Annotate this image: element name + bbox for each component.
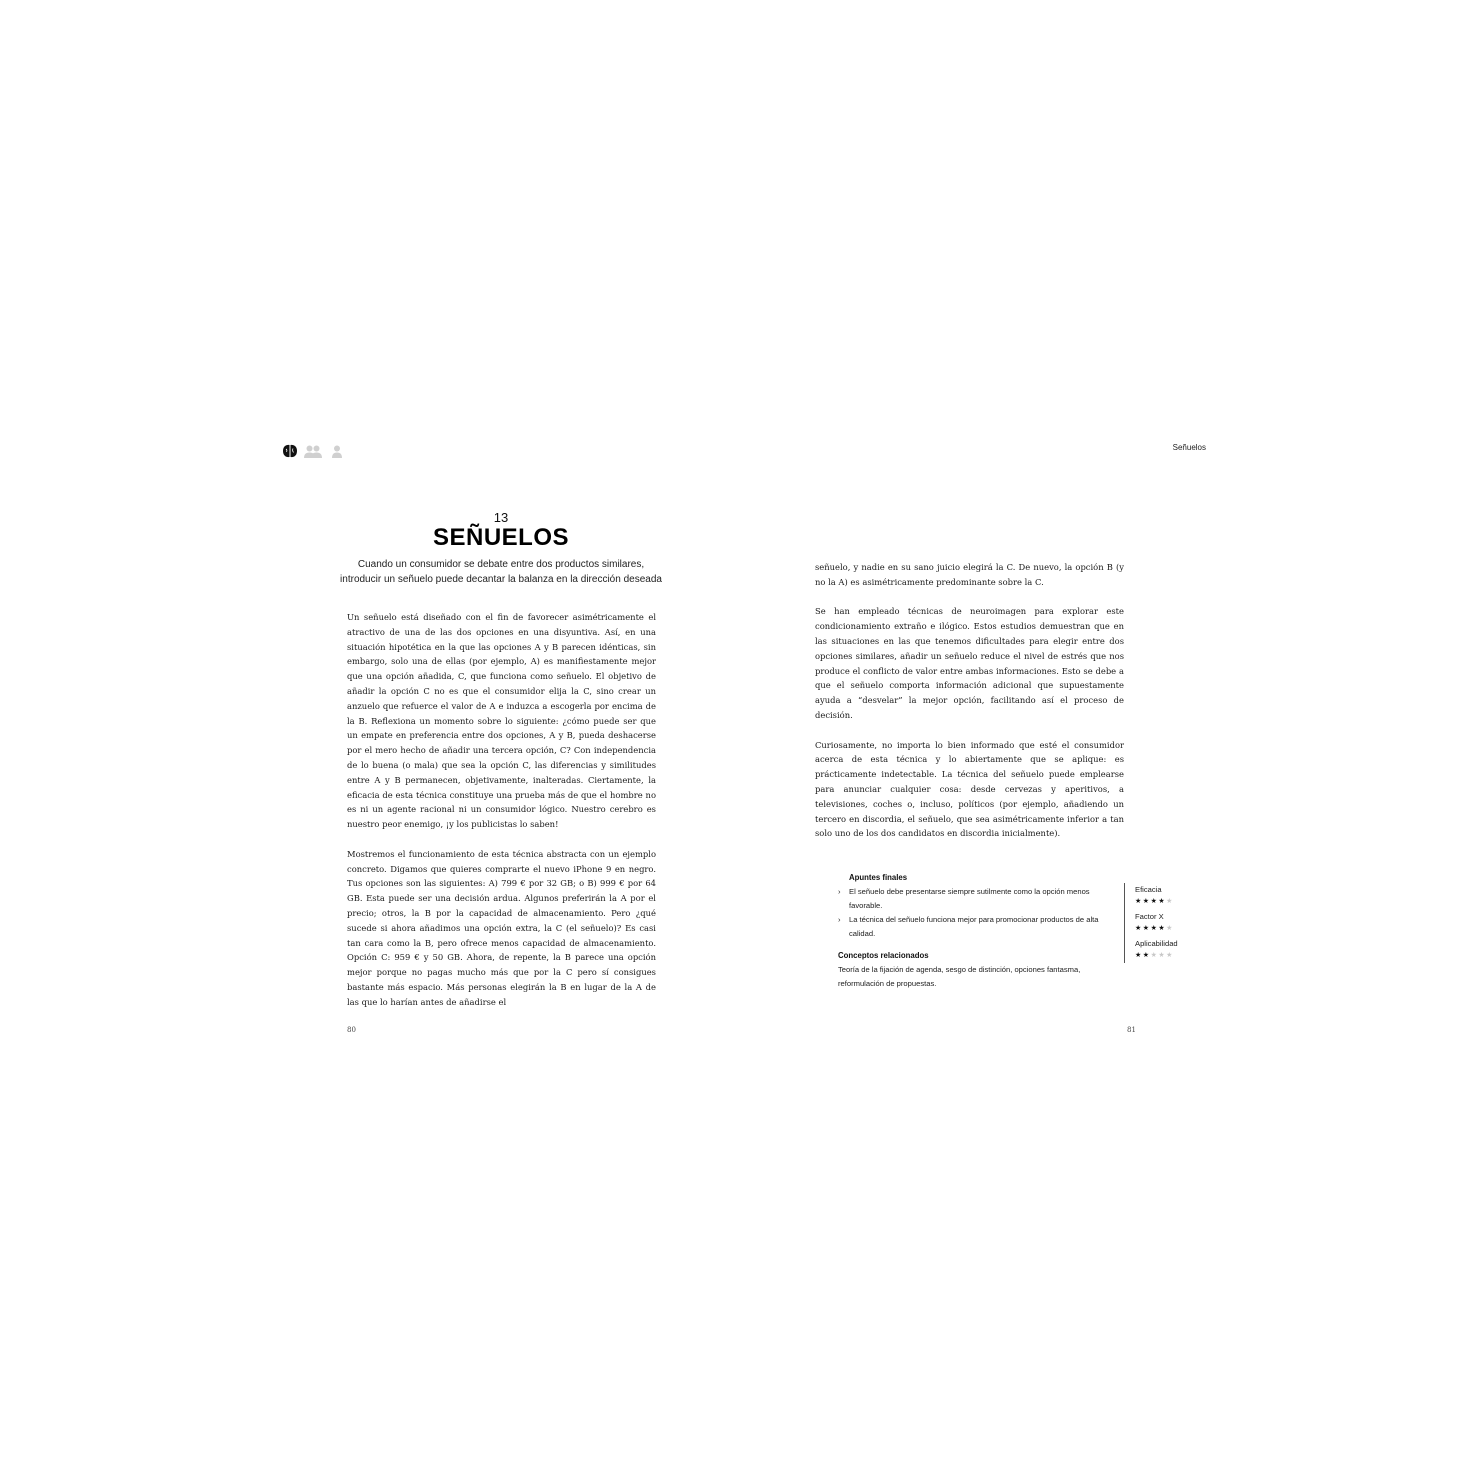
chapter-subtitle-line: Cuando un consumidor se debate entre dos productos similares,	[357, 559, 645, 570]
star-filled-icon: ★	[1135, 925, 1143, 932]
star-empty-icon: ★	[1166, 925, 1174, 932]
page-number-right: 81	[1127, 1026, 1136, 1034]
star-filled-icon: ★	[1142, 925, 1151, 932]
two-people-icon	[304, 445, 322, 458]
ratings-panel	[1124, 883, 1215, 963]
body-paragraph: Se han empleado técnicas de neuroimagen para explorar este condicionamiento extraño e ilógico. Estos estudios demuestran que en las situaciones en las que tenemos dificultades para elegir entre dos opciones similares, añadir un señuelo reduce el nivel de estrés que nos produce el conflicto de valor entre ambas informaciones. Esto se debe a que el señuelo comporta información adicional que supuestamente ayuda a “desvelar” la mejor opción, facilitando así el proceso de decisión.	[815, 606, 1124, 720]
body-paragraph: Curiosamente, no importa lo bien informado que esté el consumidor acerca de esta técnica y lo abiertamente que se aplique: es prácticamente indetectable. La técnica del señuelo puede emplearse para anunciar cualquier cosa: desde cervezas y aperitivos, a televisiones, coches o, incluso, políticos (por ejemplo, añadiendo un tercero en discordia, el señuelo, que sea asimétricamente inferior a tan solo uno de los dos candidatos en discordia inicialmente).	[815, 739, 1124, 839]
star-filled-icon: ★	[1135, 952, 1143, 959]
rating-applicability	[1135, 937, 1215, 962]
star-empty-icon: ★	[1158, 952, 1167, 959]
rating-factor-x	[1135, 910, 1215, 935]
star-filled-icon: ★	[1150, 898, 1159, 905]
chapter-subtitle-line: introducir un señuelo puede decantar la balanza en la dirección deseada	[340, 574, 662, 585]
star-rating	[1135, 896, 1215, 908]
person-icon	[332, 445, 342, 458]
star-empty-icon: ★	[1166, 898, 1174, 905]
chapter-number: 13	[493, 510, 509, 525]
final-notes-title: Apuntes finales	[849, 873, 908, 882]
chevron-right-icon: ›	[838, 887, 841, 896]
body-paragraph: Un señuelo está diseñado con el fin de favorecer asimétricamente el atractivo de una de las dos opciones en una disyuntiva. Así, en una situación hipotética en la que las opciones A y B parecen idénticas, sin embargo, solo una de ellas (por ejemplo, A) es manifiestamente mejor que una opción añadida, C, que funciona como señuelo. El objetivo de añadir la opción C no es que el consumidor elija la C, sino crear un anzuelo que refuerce el valor de A e induzca a escogerla por encima de la B. Reflexiona un momento sobre lo siguiente: ¿cómo puede ser que un empate en preferencia entre dos opciones, A y B, pueda deshacerse por el mero hecho de añadir una tercera opción, C? Con independencia de lo buena (o mala) que sea la opción C, las diferencias y similitudes entre A y B permanecen, objetivamente, inalteradas. Ciertamente, la eficacia de esta técnica constituye una prueba más de que el hombre no es ni un agente racional ni un consumidor lógico. Nuestro cerebro es nuestro peor enemigo, ¡y los publicistas lo saben!	[347, 612, 656, 830]
rating-label: Eficacia	[1135, 885, 1162, 894]
final-note-text: El señuelo debe presentarse siempre sutilmente como la opción menos favorable.	[849, 887, 1090, 910]
final-note-text: La técnica del señuelo funciona mejor para promocionar productos de alta calidad.	[849, 915, 1099, 938]
body-paragraph: Mostremos el funcionamiento de esta técnica abstracta con un ejemplo concreto. Digamos que quieres comprarte el nuevo iPhone 9 en negro. Tus opciones son las siguientes: A) 799 € por 32 GB; o B) 999 € por 64 GB. Esta puede ser una decisión ardua. Algunos preferirán la A por el precio; otros, la B por la capacidad de almacenamiento. Pero ¿qué sucede si ahora añadimos una opción extra, la C (el señuelo)? Es casi tan cara como la B, pero ofrece menos capacidad de almacenamiento. Opción C: 959 € y 50 GB. Ahora, de repente, la B parece una opción mejor porque no pagas mucho más que por la C pero sí consigues bastante más espacio. Más personas elegirán la B en lugar de la A de las que lo harían antes de añadirse el	[347, 848, 656, 1007]
star-filled-icon: ★	[1158, 925, 1167, 932]
star-filled-icon: ★	[1142, 952, 1151, 959]
star-empty-icon: ★	[1150, 952, 1159, 959]
notes-box	[838, 871, 1108, 991]
star-empty-icon: ★	[1166, 952, 1174, 959]
star-filled-icon: ★	[1142, 898, 1151, 905]
star-filled-icon: ★	[1135, 898, 1143, 905]
chevron-right-icon: ›	[838, 915, 841, 924]
star-rating	[1135, 923, 1215, 935]
star-filled-icon: ★	[1158, 898, 1167, 905]
left-page-body	[347, 610, 656, 1024]
chapter-subtitle	[336, 557, 666, 587]
rating-label: Aplicabilidad	[1135, 939, 1178, 948]
right-page-body	[815, 560, 1124, 856]
category-icons	[282, 444, 342, 458]
star-rating	[1135, 950, 1215, 962]
final-notes-list	[838, 885, 1108, 941]
rating-label: Factor X	[1135, 912, 1164, 921]
list-item	[838, 885, 1108, 913]
related-concepts-title: Conceptos relacionados	[838, 951, 929, 960]
star-filled-icon: ★	[1150, 925, 1159, 932]
rating-efficacy	[1135, 883, 1215, 908]
running-head: Señuelos	[1172, 443, 1206, 452]
body-paragraph: señuelo, y nadie en su sano juicio elegirá la C. De nuevo, la opción B (y no la A) es asimétricamente predominante sobre la C.	[815, 562, 1124, 587]
related-concepts-text: Teoría de la fijación de agenda, sesgo de distinción, opciones fantasma, reformulación de propuestas.	[838, 965, 1081, 988]
list-item	[838, 913, 1108, 941]
brain-icon	[282, 444, 298, 458]
page-number-left: 80	[347, 1026, 356, 1034]
chapter-title: SEÑUELOS	[432, 524, 570, 551]
